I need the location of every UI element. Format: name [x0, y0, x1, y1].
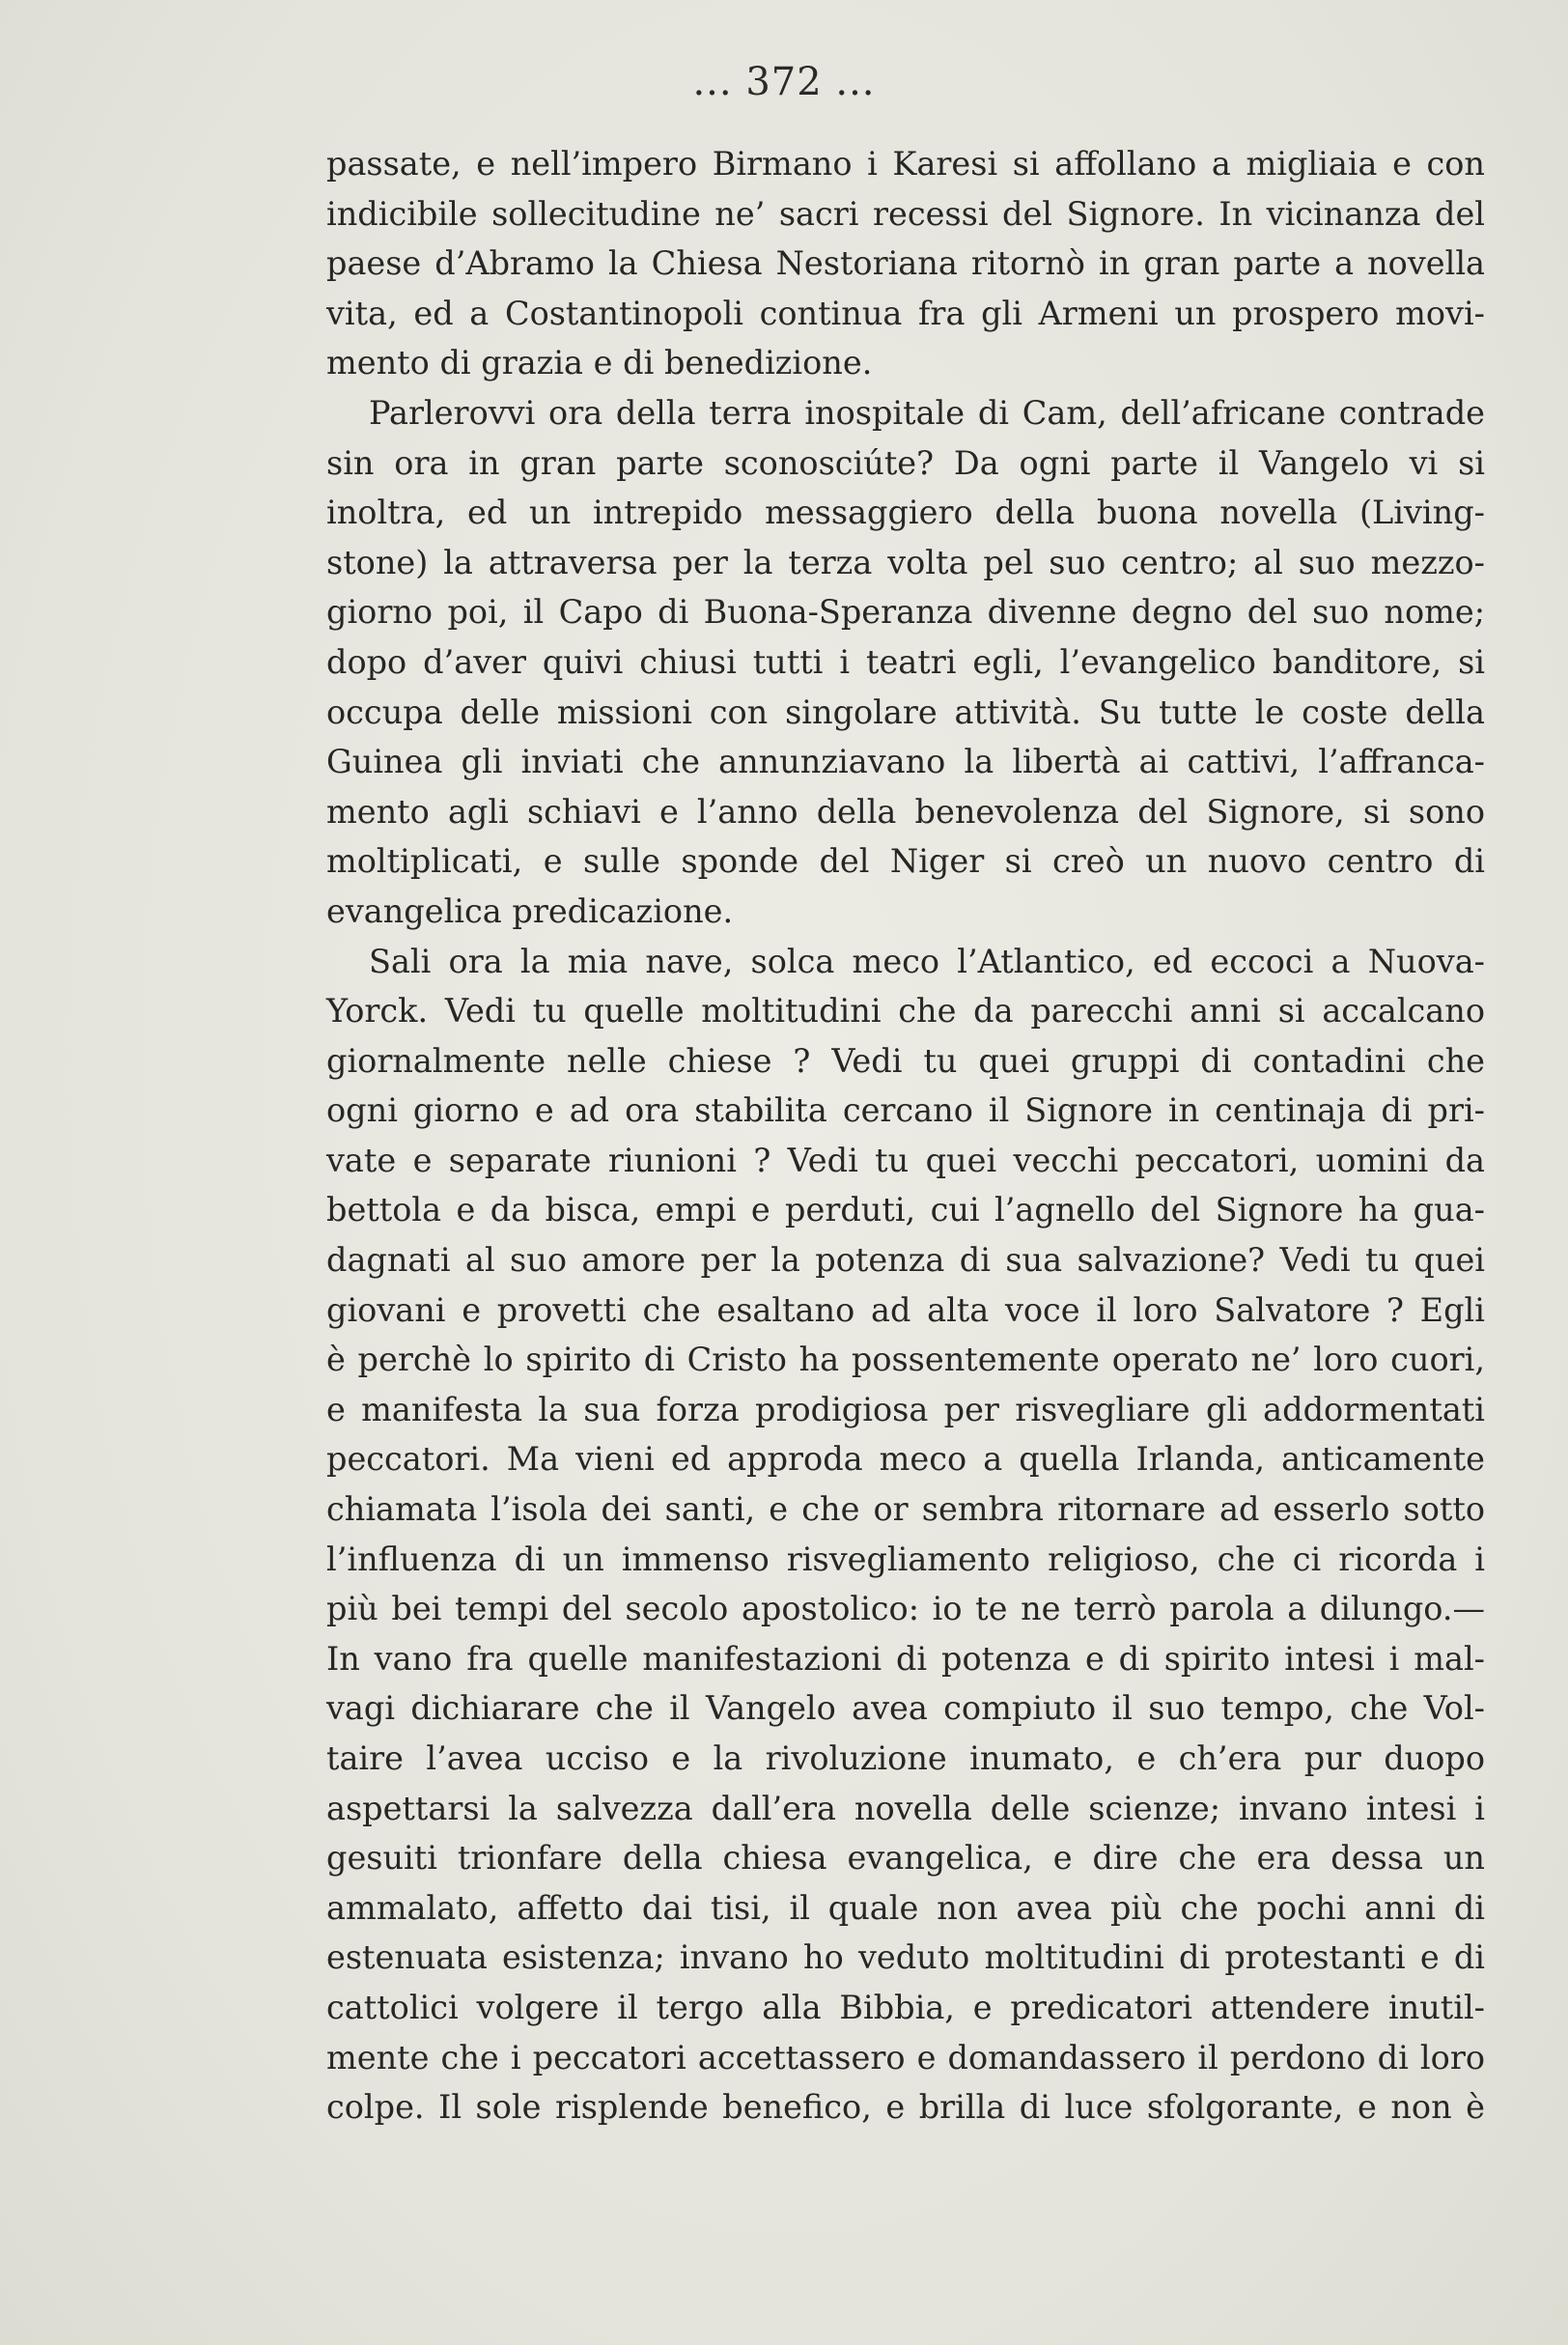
text-line: occupa delle missioni con singolare attività. Su tutte le coste della	[326, 692, 1485, 731]
text-line: inoltra, ed un intrepido messaggiero della buona novella (Living-	[326, 494, 1485, 532]
text-line: In vano fra quelle manifestazioni di potenza e di spirito intesi i mal-	[326, 1639, 1485, 1678]
text-line: gesuiti trionfare della chiesa evangelica, e dire che era dessa un	[326, 1839, 1485, 1878]
text-line: mento di grazia e di benedizione.	[326, 344, 873, 382]
text-line: l’influenza di un immenso risvegliamento religioso, che ci ricorda i	[326, 1540, 1485, 1578]
text-line: Guinea gli inviati che annunziavano la libertà ai cattivi, l’affranca-	[326, 743, 1485, 781]
text-line: Yorck. Vedi tu quelle moltitudini che da parecchi anni si accalcano	[326, 992, 1485, 1031]
body-text	[326, 139, 1485, 2133]
text-line: aspettarsi la salvezza dall’era novella delle scienze; invano intesi i	[326, 1789, 1485, 1827]
text-line: chiamata l’isola dei santi, e che or sembra ritornare ad esserlo sotto	[326, 1490, 1485, 1529]
text-line: vagi dichiarare che il Vangelo avea compiuto il suo tempo, che Vol-	[326, 1689, 1485, 1728]
text-line: stone) la attraversa per la terza volta pel suo centro; al suo mezzo-	[326, 543, 1485, 581]
text-line: vate e separate riunioni ? Vedi tu quei vecchi peccatori, uomini da	[326, 1141, 1485, 1179]
text-line: cattolici volgere il tergo alla Bibbia, e predicatori attendere inutil-	[326, 1988, 1485, 2026]
text-line: passate, e nell’impero Birmano i Karesi si affollano a migliaia e con	[326, 145, 1485, 183]
text-line: giovani e provetti che esaltano ad alta voce il loro Salvatore ? Egli	[326, 1290, 1485, 1329]
text-line: ogni giorno e ad ora stabilita cercano il Signore in centinaja di pri-	[326, 1091, 1485, 1130]
text-line: paese d’Abramo la Chiesa Nestoriana ritornò in gran parte a novella	[326, 244, 1485, 283]
text-line: sin ora in gran parte sconosciúte? Da ogni parte il Vangelo vi si	[326, 443, 1485, 482]
text-line: è perchè lo spirito di Cristo ha possentemente operato ne’ loro cuori,	[326, 1341, 1485, 1379]
text-line: dagnati al suo amore per la potenza di sua salvazione? Vedi tu quei	[326, 1241, 1485, 1280]
text-line: dopo d’aver quivi chiusi tutti i teatri egli, l’evangelico banditore, si	[326, 642, 1485, 681]
page-number: ... 372 ...	[692, 60, 876, 104]
text-line: estenuata esistenza; invano ho veduto moltitudini di protestanti e di	[326, 1938, 1485, 1977]
text-line: moltiplicati, e sulle sponde del Niger si creò un nuovo centro di	[326, 842, 1485, 881]
text-line: peccatori. Ma vieni ed approda meco a quella Irlanda, anticamente	[326, 1440, 1485, 1479]
text-line: più bei tempi del secolo apostolico: io te ne terrò parola a dilungo.—	[326, 1590, 1485, 1628]
text-line: Sali ora la mia nave, solca meco l’Atlantico, ed eccoci a Nuova-	[369, 942, 1485, 980]
text-line: bettola e da bisca, empi e perduti, cui l’agnello del Signore ha gua-	[326, 1191, 1485, 1229]
text-line: vita, ed a Costantinopoli continua fra gli Armeni un prospero movi-	[326, 294, 1485, 332]
text-line: giornalmente nelle chiese ? Vedi tu quei gruppi di contadini che	[326, 1041, 1485, 1080]
text-line: taire l’avea ucciso e la rivoluzione inumato, e ch’era pur duopo	[326, 1739, 1485, 1777]
text-line: evangelica predicazione.	[326, 891, 734, 930]
text-line: mente che i peccatori accettassero e domandassero il perdono di loro	[326, 2038, 1485, 2077]
text-line: indicibile sollecitudine ne’ sacri recessi del Signore. In vicinanza del	[326, 194, 1485, 233]
text-line: e manifesta la sua forza prodigiosa per risvegliare gli addormentati	[326, 1390, 1485, 1428]
text-line: giorno poi, il Capo di Buona-Speranza divenne degno del suo nome;	[326, 593, 1485, 632]
text-line: Parlerovvi ora della terra inospitale di Cam, dell’africane contrade	[369, 393, 1485, 432]
text-line: colpe. Il sole risplende benefico, e brilla di luce sfolgorante, e non è	[326, 2088, 1485, 2127]
text-line: mento agli schiavi e l’anno della benevolenza del Signore, si sono	[326, 792, 1485, 831]
text-line: ammalato, affetto dai tisi, il quale non avea più che pochi anni di	[326, 1888, 1485, 1927]
